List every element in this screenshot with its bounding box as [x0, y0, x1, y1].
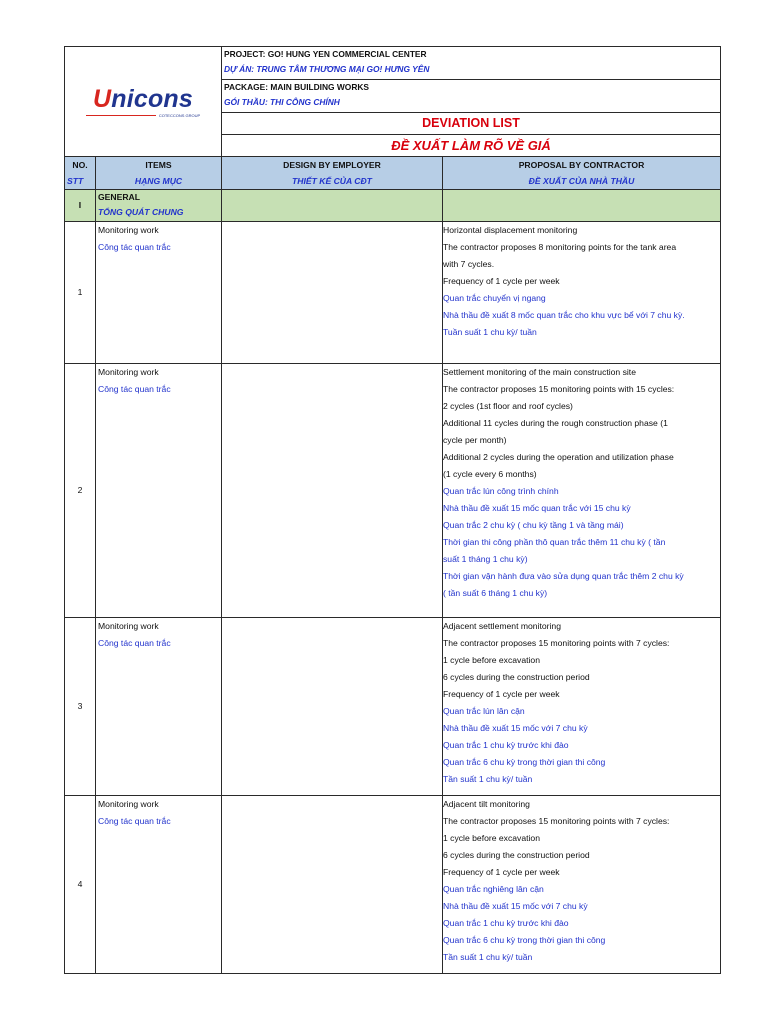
- project-cell: [222, 47, 721, 80]
- row-item: Monitoring work Công tác quan trắc: [96, 364, 222, 618]
- deviation-list-sheet: [64, 46, 720, 974]
- row-proposal: Settlement monitoring of the main construction site The contractor proposes 15 monitoring points with 15 cycles: 2 cycles (1st floor and roof cycles) Additional 11 cycles during the rough construction phase (1 cycle per month) Additional 2 cycles during the operation and utilization phase (1 cycle every 6 months) Quan trắc lún công trình chính Nhà thầu đề xuất 15 mốc quan trắc với 15 chu kỳ Quan trắc 2 chu kỳ ( chu kỳ tầng 1 và tầng mái) Thời gian thi công phần thô quan trắc thêm 11 chu kỳ ( tần suất 1 tháng 1 chu kỳ) Thời gian vận hành đưa vào sửa dụng quan trắc thêm 2 chu kỳ ( tần suất 6 tháng 1 chu kỳ): [443, 364, 721, 618]
- table-row: [65, 796, 721, 974]
- package-title-vi: GÓI THẦU: THI CÔNG CHÍNH: [224, 97, 340, 107]
- row-number: 1: [65, 222, 96, 364]
- logo-cell: [65, 47, 222, 157]
- row-item: Monitoring work Công tác quan trắc: [96, 618, 222, 796]
- logo-rule: [86, 115, 156, 116]
- row-number: 3: [65, 618, 96, 796]
- col-header-no: NO. STT: [65, 157, 96, 190]
- row-number: 4: [65, 796, 96, 974]
- group-number: I: [65, 190, 96, 222]
- group-design-empty: [222, 190, 443, 222]
- row-item: Monitoring work Công tác quan trắc: [96, 796, 222, 974]
- col-header-proposal: PROPOSAL BY CONTRACTOR ĐỀ XUẤT CỦA NHÀ THẦU: [443, 157, 721, 190]
- logo-tagline: COTECCONS GROUP: [158, 112, 201, 118]
- project-title-vi: DỰ ÁN: TRUNG TÂM THƯƠNG MẠI GO! HƯNG YÊN: [224, 64, 430, 74]
- table-row: [65, 618, 721, 796]
- column-header-row: [65, 157, 721, 190]
- row-design: [222, 364, 443, 618]
- project-title-en: PROJECT: GO! HUNG YEN COMMERCIAL CENTER: [224, 49, 427, 59]
- row-proposal: Adjacent settlement monitoring The contractor proposes 15 monitoring points with 7 cycles: 1 cycle before excavation 6 cycles during the construction period Frequency of 1 cycle per week Quan trắc lún lân cận Nhà thầu đề xuất 15 mốc với 7 chu kỳ Quan trắc 1 chu kỳ trước khi đào Quan trắc 6 chu kỳ trong thời gian thi công Tần suất 1 chu kỳ/ tuần: [443, 618, 721, 796]
- company-logo: Unicons COTECCONS GROUP: [65, 86, 221, 118]
- row-design: [222, 796, 443, 974]
- row-proposal: Horizontal displacement monitoring The contractor proposes 8 monitoring points for the tank area with 7 cycles. Frequency of 1 cycle per week Quan trắc chuyển vị ngang Nhà thầu đề xuất 8 mốc quan trắc cho khu vực bể với 7 chu kỳ. Tuần suất 1 chu kỳ/ tuần: [443, 222, 721, 364]
- col-header-design: DESIGN BY EMPLOYER THIẾT KẾ CỦA CĐT: [222, 157, 443, 190]
- package-cell: [222, 80, 721, 113]
- table-row: [65, 222, 721, 364]
- row-item: Monitoring work Công tác quan trắc: [96, 222, 222, 364]
- group-title: GENERAL TỔNG QUÁT CHUNG: [96, 190, 222, 222]
- row-design: [222, 222, 443, 364]
- group-row-general: [65, 190, 721, 222]
- package-title-en: PACKAGE: MAIN BUILDING WORKS: [224, 82, 370, 92]
- document-title-en: DEVIATION LIST: [222, 113, 721, 135]
- row-design: [222, 618, 443, 796]
- table-row: [65, 364, 721, 618]
- group-proposal-empty: [443, 190, 721, 222]
- row-number: 2: [65, 364, 96, 618]
- col-header-items: ITEMS HẠNG MỤC: [96, 157, 222, 190]
- document-title-vi: ĐỀ XUẤT LÀM RÕ VỀ GIÁ: [222, 135, 721, 157]
- deviation-table: [64, 46, 721, 974]
- row-proposal: Adjacent tilt monitoring The contractor proposes 15 monitoring points with 7 cycles: 1 cycle before excavation 6 cycles during the construction period Frequency of 1 cycle per week Quan trắc nghiêng lân cận Nhà thầu đề xuất 15 mốc với 7 chu kỳ Quan trắc 1 chu kỳ trước khi đào Quan trắc 6 chu kỳ trong thời gian thi công Tần suất 1 chu kỳ/ tuần: [443, 796, 721, 974]
